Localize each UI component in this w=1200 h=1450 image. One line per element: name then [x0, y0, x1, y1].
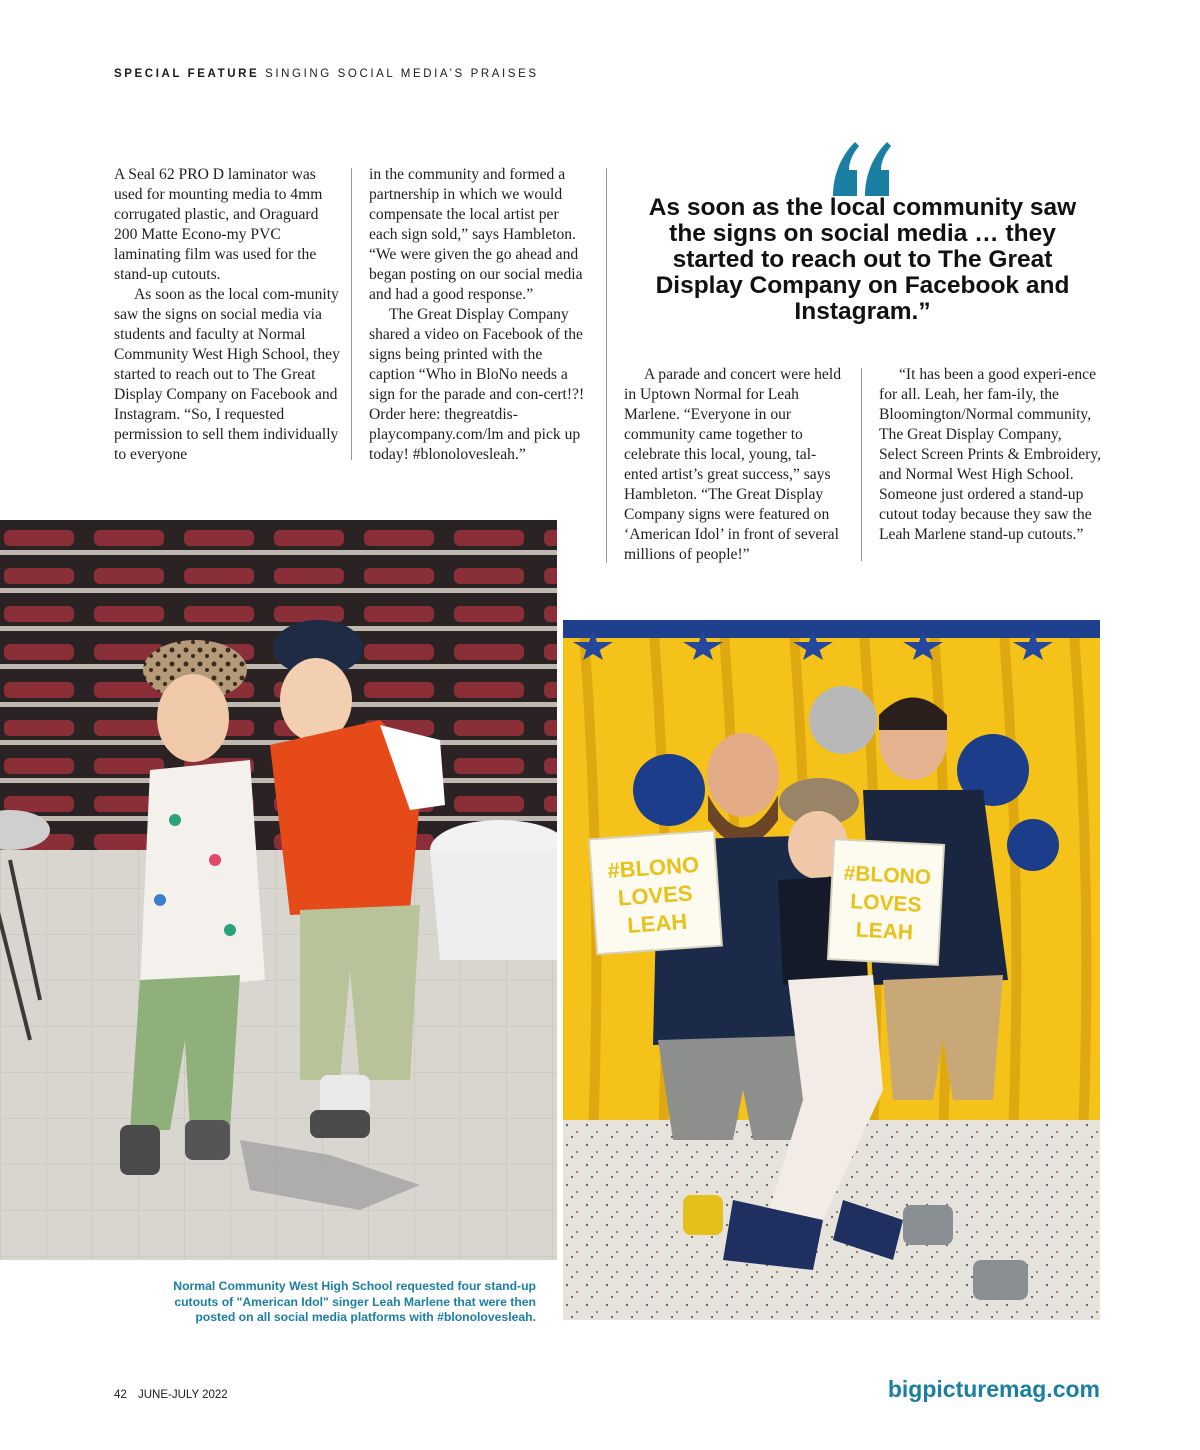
paragraph: The Great Display Company shared a video on Facebook of the signs being printed with the caption “Who in BloNo needs a sign for the parade and con-cert!?! Order here: thegreatdis-playcompany.com/lm and pick up today! #blonolovesleah.” — [369, 306, 585, 463]
feature-title: SINGING SOCIAL MEDIA’S PRAISES — [265, 68, 539, 80]
page-footer — [114, 1389, 228, 1401]
photo-caption: Normal Community West High School requested four stand-up cutouts of "American Idol" singer Leah Marlene that were then posted on all social media platforms with #blonolovesleah. — [173, 1279, 536, 1324]
svg-text:LEAH: LEAH — [626, 908, 688, 938]
page-number: 42 — [114, 1389, 127, 1401]
running-header — [114, 68, 539, 80]
article-column-2 — [369, 165, 591, 465]
column-divider — [606, 168, 607, 563]
column-divider — [351, 168, 352, 460]
paragraph: As soon as the local com-munity saw the signs on social media via students and faculty at Normal Community West High School, they started to reach out to The Great Display Company on Facebook and Instagram. “So, I requested permission to sell them individually to everyone — [114, 286, 340, 463]
svg-text:LOVES: LOVES — [849, 890, 923, 917]
svg-text:#BLONO: #BLONO — [843, 861, 932, 890]
article-column-3 — [624, 365, 846, 565]
paragraph: A parade and concert were held in Uptown Normal for Leah Marlene. “Everyone in our community came together to celebrate this local, young, tal-ented artist’s great success,” says Hambleton. “The Great Display Company signs were featured on ‘American Idol’ in front of several millions of people!” — [624, 366, 841, 563]
column-divider — [861, 368, 862, 561]
svg-text:#BLONO: #BLONO — [606, 851, 700, 884]
issue-date: JUNE-JULY 2022 — [138, 1389, 228, 1401]
paragraph: “It has been a good experi-ence for all. Leah, her fam-ily, the Bloomington/Normal community, The Great Display Company, Select Screen Prints & Embroidery, and Normal West High School. Someone just ordered a stand-up cutout today because they saw the Leah Marlene stand-up cutouts.” — [879, 366, 1102, 543]
paragraph: A Seal 62 PRO D laminator was used for mounting media to 4mm corrugated plastic, and Oraguard 200 Matte Econo-my PVC laminating film was used for the stand-up cutouts. — [114, 166, 323, 283]
photo-men-with-signs — [563, 620, 1100, 1320]
article-column-4 — [879, 365, 1101, 545]
svg-text:LEAH: LEAH — [855, 918, 914, 945]
svg-text:LOVES: LOVES — [617, 880, 694, 911]
article-column-1 — [114, 165, 340, 465]
quote-mark-icon — [829, 138, 893, 198]
section-label: SPECIAL FEATURE — [114, 68, 260, 80]
photo-students-with-cutout — [0, 520, 557, 1260]
website-link[interactable]: bigpicturemag.com — [887, 1376, 1100, 1402]
paragraph: in the community and formed a partnership in which we would compensate the local artist per each sign sold,” says Hambleton. “We were given the go ahead and began posting on our social media and had a good response.” — [369, 166, 583, 303]
pull-quote: As soon as the local community saw the signs on social media … they started to reach out to The Great Display Company on Facebook and Instagram.” — [648, 194, 1077, 325]
